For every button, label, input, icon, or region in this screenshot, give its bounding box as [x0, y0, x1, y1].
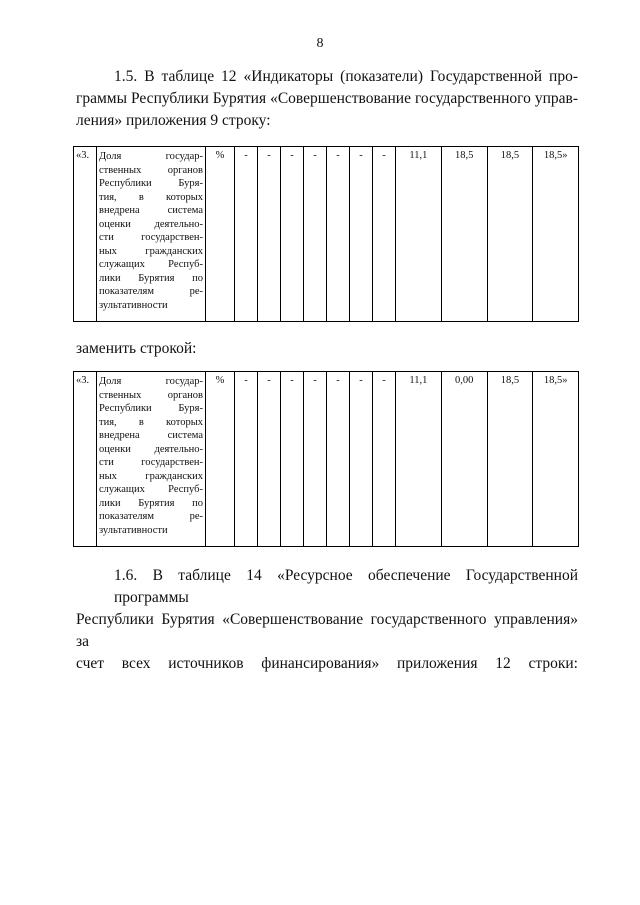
- paragraph-line: Республики Бурятия «Совершенствование государственного управления» за: [76, 611, 578, 650]
- name-line: Республики Буря-: [99, 178, 203, 189]
- name-line: Республики Буря-: [99, 403, 203, 414]
- row-number-cell: «3.: [74, 372, 97, 547]
- paragraph-line: ления» приложения 9 строку:: [76, 112, 271, 129]
- name-line: внедрена система: [99, 205, 203, 216]
- name-line: лики Бурятия по: [99, 272, 203, 284]
- name-line: ственных органов: [99, 389, 203, 401]
- paragraph-1-6: [76, 565, 578, 675]
- name-line: тия, в которых: [99, 191, 203, 203]
- name-line: ных гражданских: [99, 245, 203, 257]
- name-line: Доля государ-: [99, 376, 203, 387]
- name-line: оценки деятельно-: [99, 218, 203, 230]
- name-line: оценки деятельно-: [99, 443, 203, 455]
- value-cell: 18,5: [441, 147, 487, 322]
- name-line: показателям ре-: [99, 511, 203, 522]
- name-line: лики Бурятия по: [99, 497, 203, 509]
- indicator-table-new: [73, 371, 579, 547]
- paragraph-line: 1.6. В таблице 14 «Ресурсное обеспечение Государственной программы: [114, 567, 578, 606]
- value-cell: 0,00: [441, 372, 487, 547]
- indicator-table-old: [73, 146, 579, 322]
- name-line: служащих Респуб-: [99, 484, 203, 495]
- table-row: [74, 372, 579, 547]
- paragraph-replace-with: заменить строкой:: [76, 340, 197, 357]
- value-cell: -: [304, 147, 327, 322]
- paragraph-line: счет всех источников финансирования» приложения 12 строки:: [76, 655, 578, 672]
- unit-cell: %: [206, 372, 235, 547]
- name-line: показателям ре-: [99, 286, 203, 297]
- value-cell: -: [235, 147, 258, 322]
- table-row: [74, 147, 579, 322]
- value-cell: -: [258, 147, 281, 322]
- paragraph-1-5: [76, 66, 578, 132]
- value-cell: 18,5: [487, 147, 533, 322]
- value-cell: 18,5»: [533, 372, 579, 547]
- name-line: ственных органов: [99, 164, 203, 176]
- value-cell: -: [258, 372, 281, 547]
- name-line: зультативности: [99, 299, 168, 311]
- paragraph-line: граммы Республики Бурятия «Совершенствование государственного управ-: [76, 90, 578, 107]
- name-line: сти государствен-: [99, 457, 203, 468]
- name-line: внедрена система: [99, 430, 203, 441]
- page-number: 8: [316, 36, 324, 51]
- value-cell: -: [304, 372, 327, 547]
- paragraph-line: 1.5. В таблице 12 «Индикаторы (показатели) Государственной про-: [114, 68, 578, 85]
- name-line: служащих Респуб-: [99, 259, 203, 270]
- value-cell: -: [350, 372, 373, 547]
- indicator-name-cell: [97, 372, 206, 547]
- value-cell: -: [235, 372, 258, 547]
- value-cell: -: [281, 147, 304, 322]
- indicator-name-cell: [97, 147, 206, 322]
- value-cell: 11,1: [396, 147, 442, 322]
- value-cell: -: [327, 372, 350, 547]
- unit-cell: %: [206, 147, 235, 322]
- value-cell: -: [327, 147, 350, 322]
- value-cell: -: [281, 372, 304, 547]
- name-line: сти государствен-: [99, 232, 203, 243]
- name-line: тия, в которых: [99, 416, 203, 428]
- value-cell: 18,5»: [533, 147, 579, 322]
- value-cell: -: [373, 372, 396, 547]
- value-cell: -: [373, 147, 396, 322]
- name-line: Доля государ-: [99, 151, 203, 162]
- value-cell: 18,5: [487, 372, 533, 547]
- value-cell: -: [350, 147, 373, 322]
- name-line: зультативности: [99, 524, 168, 536]
- value-cell: 11,1: [396, 372, 442, 547]
- row-number-cell: «3.: [74, 147, 97, 322]
- name-line: ных гражданских: [99, 470, 203, 482]
